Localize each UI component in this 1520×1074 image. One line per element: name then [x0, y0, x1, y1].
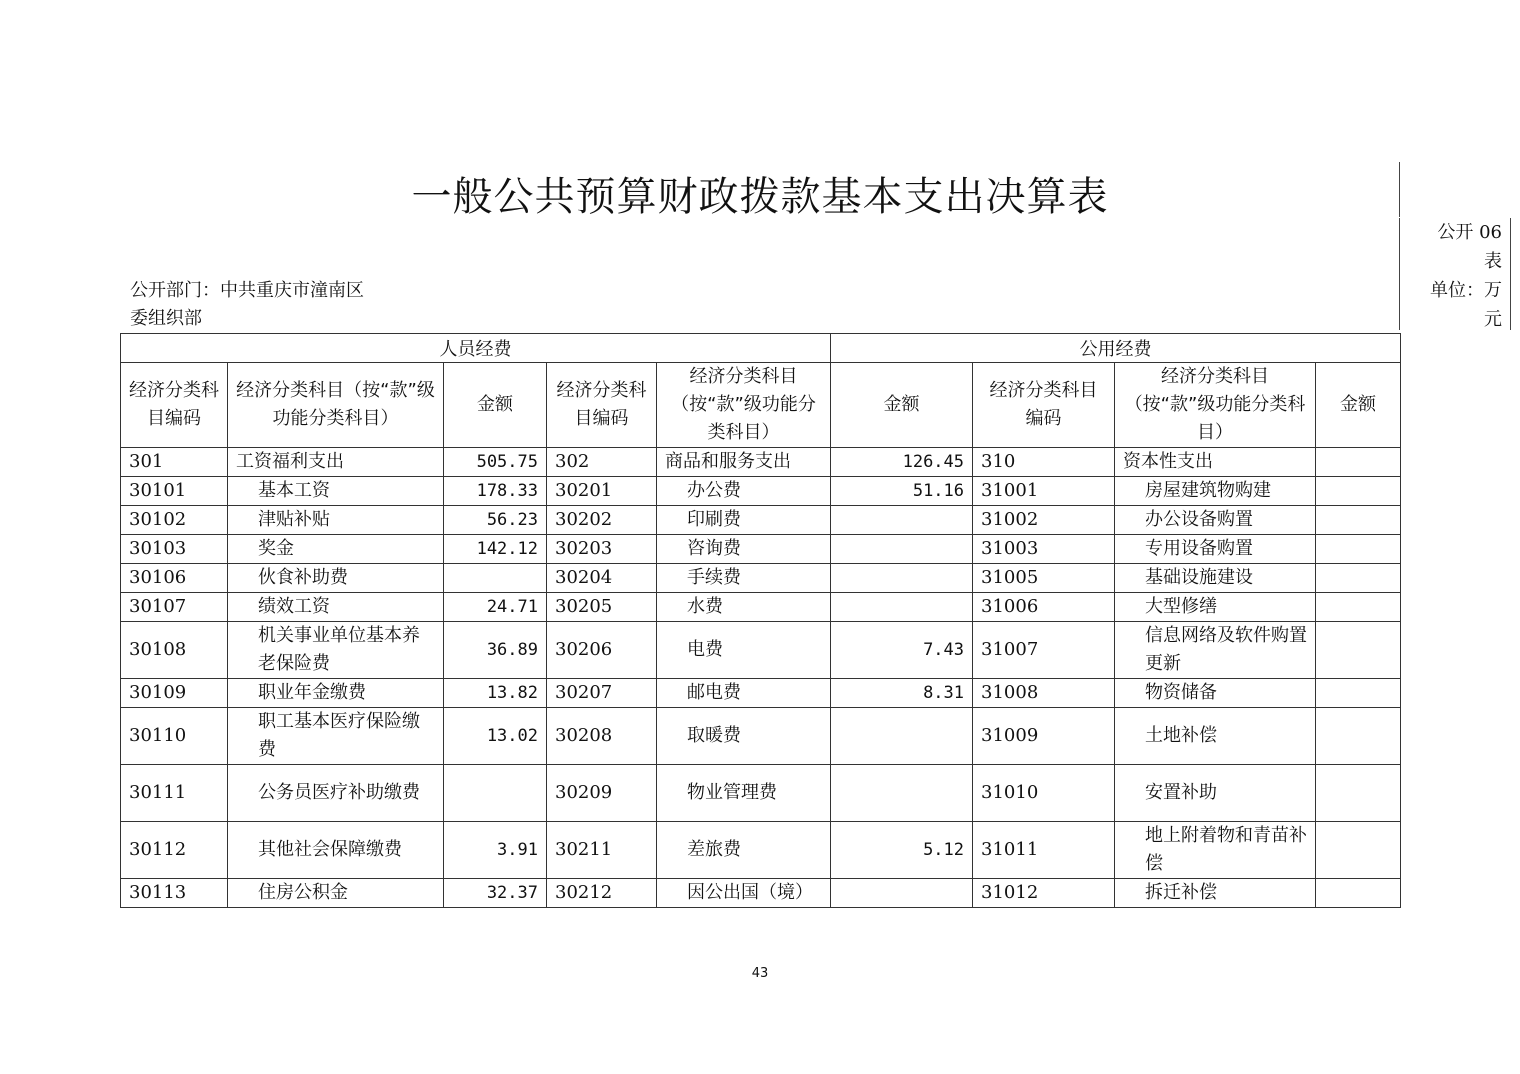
cell-name: 信息网络及软件购置更新 [1115, 622, 1316, 679]
table-row [121, 879, 1401, 908]
cell-name: 办公费 [657, 477, 831, 506]
cell-name: 绩效工资 [228, 593, 444, 622]
group-header-public: 公用经费 [831, 334, 1401, 363]
cell-amount [1316, 593, 1401, 622]
unit-label: 单位：万 [1430, 280, 1502, 301]
cell-amount [1316, 564, 1401, 593]
col-header-name: 经济分类科目（按“款”级功能分类科目） [657, 363, 831, 448]
table-meta [1399, 218, 1511, 330]
cell-name: 手续费 [657, 564, 831, 593]
cell-name: 专用设备购置 [1115, 535, 1316, 564]
cell-name: 职工基本医疗保险缴费 [228, 708, 444, 765]
table-row [121, 822, 1401, 879]
cell-amount: 126.45 [831, 448, 973, 477]
department-label [130, 277, 390, 333]
cell-name: 土地补偿 [1115, 708, 1316, 765]
cell-name: 咨询费 [657, 535, 831, 564]
cell-name: 取暖费 [657, 708, 831, 765]
cell-code: 30106 [121, 564, 228, 593]
cell-code: 31002 [973, 506, 1115, 535]
cell-name: 商品和服务支出 [657, 448, 831, 477]
cell-code: 30203 [547, 535, 657, 564]
cell-code: 310 [973, 448, 1115, 477]
cell-code: 31003 [973, 535, 1115, 564]
cell-amount: 24.71 [444, 593, 547, 622]
page-number: 43 [751, 966, 769, 981]
cell-amount [831, 593, 973, 622]
cell-code: 30202 [547, 506, 657, 535]
cell-name: 电费 [657, 622, 831, 679]
cell-code: 31009 [973, 708, 1115, 765]
cell-code: 30204 [547, 564, 657, 593]
cell-name: 地上附着物和青苗补偿 [1115, 822, 1316, 879]
department-line-2: 委组织部 [130, 308, 202, 329]
cell-amount [831, 564, 973, 593]
cell-name: 基本工资 [228, 477, 444, 506]
cell-code: 30109 [121, 679, 228, 708]
cell-code: 31012 [973, 879, 1115, 908]
col-header-name: 经济分类科目（按“款”级功能分类科目） [1115, 363, 1316, 448]
cell-code: 31005 [973, 564, 1115, 593]
cell-code: 30110 [121, 708, 228, 765]
department-line-1: 公开部门：中共重庆市潼南区 [130, 280, 364, 301]
cell-code: 30206 [547, 622, 657, 679]
budget-table [120, 333, 1401, 908]
col-header-code: 经济分类科目编码 [547, 363, 657, 448]
cell-code: 301 [121, 448, 228, 477]
table-row [121, 708, 1401, 765]
col-header-name: 经济分类科目（按“款”级功能分类科目） [228, 363, 444, 448]
cell-amount [831, 765, 973, 822]
cell-name: 工资福利支出 [228, 448, 444, 477]
cell-amount [444, 765, 547, 822]
cell-amount: 5.12 [831, 822, 973, 879]
cell-name: 津贴补贴 [228, 506, 444, 535]
cell-code: 31006 [973, 593, 1115, 622]
table-row [121, 506, 1401, 535]
cell-name: 印刷费 [657, 506, 831, 535]
cell-code: 30209 [547, 765, 657, 822]
cell-amount [1316, 622, 1401, 679]
cell-name: 公务员医疗补助缴费 [228, 765, 444, 822]
cell-amount [1316, 679, 1401, 708]
cell-code: 30212 [547, 879, 657, 908]
cell-code: 30113 [121, 879, 228, 908]
cell-name: 因公出国（境） [657, 879, 831, 908]
cell-code: 31007 [973, 622, 1115, 679]
cell-code: 31010 [973, 765, 1115, 822]
cell-amount [1316, 879, 1401, 908]
margin-divider [1399, 162, 1400, 217]
cell-name: 房屋建筑物购建 [1115, 477, 1316, 506]
cell-code: 30211 [547, 822, 657, 879]
table-row [121, 477, 1401, 506]
table-number-label: 公开 06 [1437, 222, 1502, 243]
cell-amount [831, 506, 973, 535]
col-header-amount: 金额 [831, 363, 973, 448]
cell-amount [1316, 765, 1401, 822]
table-row [121, 622, 1401, 679]
cell-amount: 36.89 [444, 622, 547, 679]
cell-amount [444, 564, 547, 593]
cell-amount: 32.37 [444, 879, 547, 908]
cell-code: 302 [547, 448, 657, 477]
cell-name: 物资储备 [1115, 679, 1316, 708]
cell-amount [831, 535, 973, 564]
unit-label-cont: 元 [1484, 309, 1502, 330]
cell-amount: 8.31 [831, 679, 973, 708]
cell-name: 安置补助 [1115, 765, 1316, 822]
col-header-amount: 金额 [444, 363, 547, 448]
cell-name: 奖金 [228, 535, 444, 564]
cell-name: 职业年金缴费 [228, 679, 444, 708]
group-header-personnel: 人员经费 [121, 334, 831, 363]
table-row [121, 765, 1401, 822]
cell-code: 30101 [121, 477, 228, 506]
cell-code: 30112 [121, 822, 228, 879]
cell-name: 资本性支出 [1115, 448, 1316, 477]
table-row [121, 448, 1401, 477]
cell-name: 差旅费 [657, 822, 831, 879]
cell-code: 30102 [121, 506, 228, 535]
cell-name: 邮电费 [657, 679, 831, 708]
cell-code: 31008 [973, 679, 1115, 708]
cell-code: 30201 [547, 477, 657, 506]
cell-code: 30107 [121, 593, 228, 622]
table-row [121, 593, 1401, 622]
cell-code: 30208 [547, 708, 657, 765]
cell-code: 30108 [121, 622, 228, 679]
cell-code: 31001 [973, 477, 1115, 506]
table-row [121, 564, 1401, 593]
table-row [121, 679, 1401, 708]
cell-name: 大型修缮 [1115, 593, 1316, 622]
cell-amount: 13.02 [444, 708, 547, 765]
cell-amount [1316, 448, 1401, 477]
page-title: 一般公共预算财政拨款基本支出决算表 [411, 174, 1109, 220]
cell-code: 30205 [547, 593, 657, 622]
col-header-code: 经济分类科目编码 [973, 363, 1115, 448]
cell-name: 基础设施建设 [1115, 564, 1316, 593]
cell-amount: 142.12 [444, 535, 547, 564]
cell-code: 30103 [121, 535, 228, 564]
col-header-code: 经济分类科目编码 [121, 363, 228, 448]
cell-amount: 7.43 [831, 622, 973, 679]
cell-amount: 13.82 [444, 679, 547, 708]
cell-amount [831, 879, 973, 908]
cell-amount: 3.91 [444, 822, 547, 879]
cell-name: 住房公积金 [228, 879, 444, 908]
cell-amount: 56.23 [444, 506, 547, 535]
table-row [121, 535, 1401, 564]
cell-name: 其他社会保障缴费 [228, 822, 444, 879]
cell-amount [1316, 506, 1401, 535]
table-number-label-cont: 表 [1484, 251, 1502, 272]
cell-amount [1316, 822, 1401, 879]
cell-amount: 505.75 [444, 448, 547, 477]
cell-amount [1316, 708, 1401, 765]
cell-amount [1316, 477, 1401, 506]
cell-amount: 51.16 [831, 477, 973, 506]
cell-name: 伙食补助费 [228, 564, 444, 593]
cell-amount [1316, 535, 1401, 564]
cell-name: 办公设备购置 [1115, 506, 1316, 535]
cell-name: 物业管理费 [657, 765, 831, 822]
cell-amount [831, 708, 973, 765]
cell-name: 机关事业单位基本养老保险费 [228, 622, 444, 679]
cell-code: 30207 [547, 679, 657, 708]
cell-amount: 178.33 [444, 477, 547, 506]
cell-code: 31011 [973, 822, 1115, 879]
cell-name: 水费 [657, 593, 831, 622]
col-header-amount: 金额 [1316, 363, 1401, 448]
cell-name: 拆迁补偿 [1115, 879, 1316, 908]
cell-code: 30111 [121, 765, 228, 822]
